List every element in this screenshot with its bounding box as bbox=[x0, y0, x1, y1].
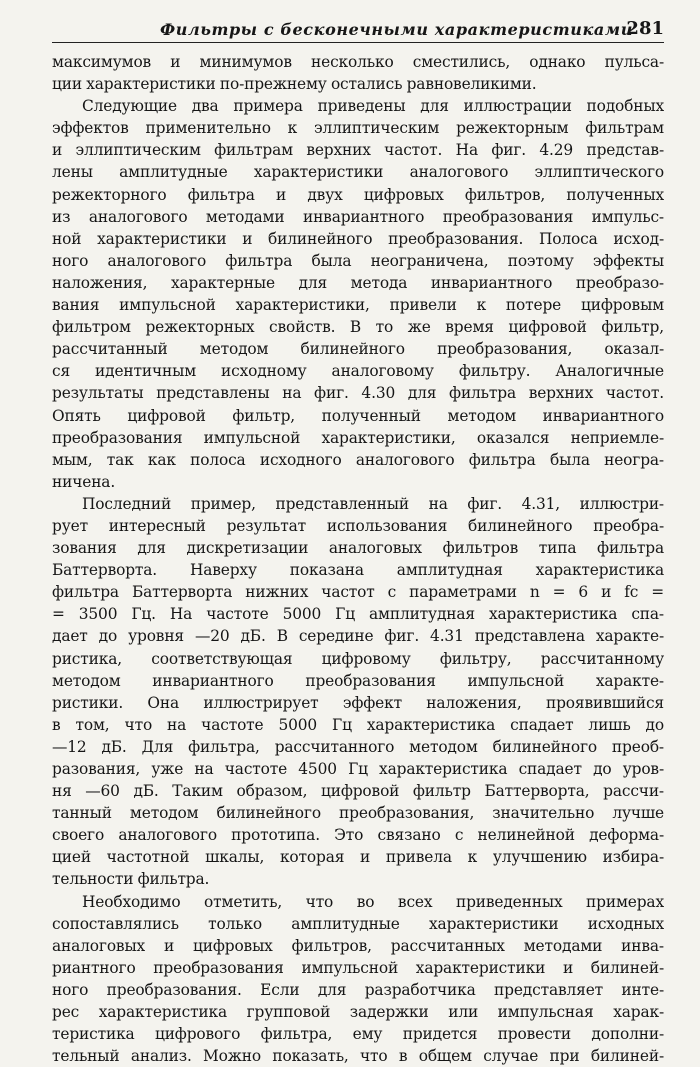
paragraph bbox=[52, 95, 664, 493]
text-line: лены амплитудные характеристики аналогового эллиптического bbox=[52, 163, 664, 182]
paragraph bbox=[52, 493, 664, 891]
text-line: ся идентичным исходному аналоговому фильтру. Аналогичные bbox=[52, 362, 664, 381]
text-line: эффектов применительно к эллиптическим режекторным фильтрам bbox=[52, 119, 664, 138]
text-line: режекторного фильтра и двух цифровых фильтров, полученных bbox=[52, 185, 664, 204]
text-line: ной характеристики и билинейного преобразования. Полоса исход- bbox=[52, 229, 664, 248]
text-line: фильтра Баттерворта нижних частот с параметрами n = 6 и fc = bbox=[52, 583, 664, 602]
text-line: = 3500 Гц. На частоте 5000 Гц амплитудная характеристика спа- bbox=[52, 605, 664, 624]
text-line: ции характеристики по-прежнему остались равновеликими. bbox=[52, 75, 537, 94]
text-line: дает до уровня —20 дБ. В середине фиг. 4.31 представлена характе- bbox=[52, 627, 664, 646]
text-line: мым, так как полоса исходного аналогового фильтра была неогра- bbox=[52, 450, 664, 469]
text-line: ного преобразования. Если для разработчика представляет инте- bbox=[52, 980, 664, 999]
chapter-title: Фильтры с бесконечными характеристиками bbox=[160, 20, 633, 39]
text-line: из аналогового методами инвариантного преобразования импульс- bbox=[52, 207, 664, 226]
text-line: Следующие два примера приведены для иллюстрации подобных bbox=[82, 97, 664, 116]
paragraph bbox=[52, 891, 664, 1067]
text-line: преобразования импульсной характеристики, оказался неприемле- bbox=[52, 428, 664, 447]
text-line: цией частотной шкалы, которая и привела к улучшению избира- bbox=[52, 848, 664, 867]
text-line: своего аналогового прототипа. Это связано с нелинейной деформа- bbox=[52, 826, 664, 845]
text-line: Баттерворта. Наверху показана амплитудная характеристика bbox=[52, 561, 664, 580]
text-line: и эллиптическим фильтрам верхних частот. На фиг. 4.29 представ- bbox=[52, 141, 664, 160]
text-line: максимумов и минимумов несколько сместились, однако пульса- bbox=[52, 53, 664, 71]
body-text bbox=[52, 51, 664, 1067]
text-line: риантного преобразования импульсной характеристики и билиней- bbox=[52, 958, 664, 977]
text-line: ного аналогового фильтра была неограничена, поэтому эффекты bbox=[52, 251, 664, 270]
text-line: в том, что на частоте 5000 Гц характеристика спадает лишь до bbox=[52, 715, 664, 734]
text-line: результаты представлены на фиг. 4.30 для фильтра верхних частот. bbox=[52, 384, 664, 403]
text-line: фильтром режекторных свойств. В то же время цифровой фильтр, bbox=[52, 318, 664, 337]
text-line: рует интересный результат использования билинейного преобра- bbox=[52, 516, 664, 535]
text-line: ничена. bbox=[52, 472, 116, 491]
text-line: методом инвариантного преобразования импульсной характе- bbox=[52, 671, 664, 690]
text-line: ристика, соответствующая цифровому фильтру, рассчитанному bbox=[52, 649, 664, 668]
text-line: зования для дискретизации аналоговых фильтров типа фильтра bbox=[52, 539, 664, 558]
text-line: рассчитанный методом билинейного преобразования, оказал- bbox=[52, 340, 664, 359]
text-line: тельный анализ. Можно показать, что в общем случае при билиней- bbox=[52, 1047, 664, 1066]
text-line: Необходимо отметить, что во всех приведенных примерах bbox=[82, 892, 664, 911]
text-line: теристика цифрового фильтра, ему придется провести дополни- bbox=[52, 1025, 664, 1044]
text-line: аналоговых и цифровых фильтров, рассчитанных методами инва- bbox=[52, 936, 664, 955]
text-line: вания импульсной характеристики, привели к потере цифровым bbox=[52, 296, 664, 315]
text-line: Последний пример, представленный на фиг. 4.31, иллюстри- bbox=[82, 494, 664, 513]
running-head bbox=[52, 10, 664, 43]
text-line: разования, уже на частоте 4500 Гц характеристика спадает до уров- bbox=[52, 760, 664, 778]
page-number: 281 bbox=[626, 18, 664, 39]
text-line: наложения, характерные для метода инвариантного преобразо- bbox=[52, 273, 664, 292]
text-line: ристики. Она иллюстрирует эффект наложения, проявившийся bbox=[52, 693, 664, 712]
text-line: Опять цифровой фильтр, полученный методом инвариантного bbox=[52, 406, 664, 425]
text-line: ня —60 дБ. Таким образом, цифровой фильтр Баттерворта, рассчи- bbox=[52, 782, 664, 801]
text-line: сопоставлялись только амплитудные характеристики исходных bbox=[52, 914, 664, 933]
text-line: рес характеристика групповой задержки или импульсная харак- bbox=[52, 1003, 664, 1022]
paragraph bbox=[52, 51, 664, 95]
text-line: —12 дБ. Для фильтра, рассчитанного методом билинейного преоб- bbox=[52, 737, 664, 756]
text-line: танный методом билинейного преобразования, значительно лучше bbox=[52, 804, 664, 823]
text-line: тельности фильтра. bbox=[52, 870, 210, 889]
